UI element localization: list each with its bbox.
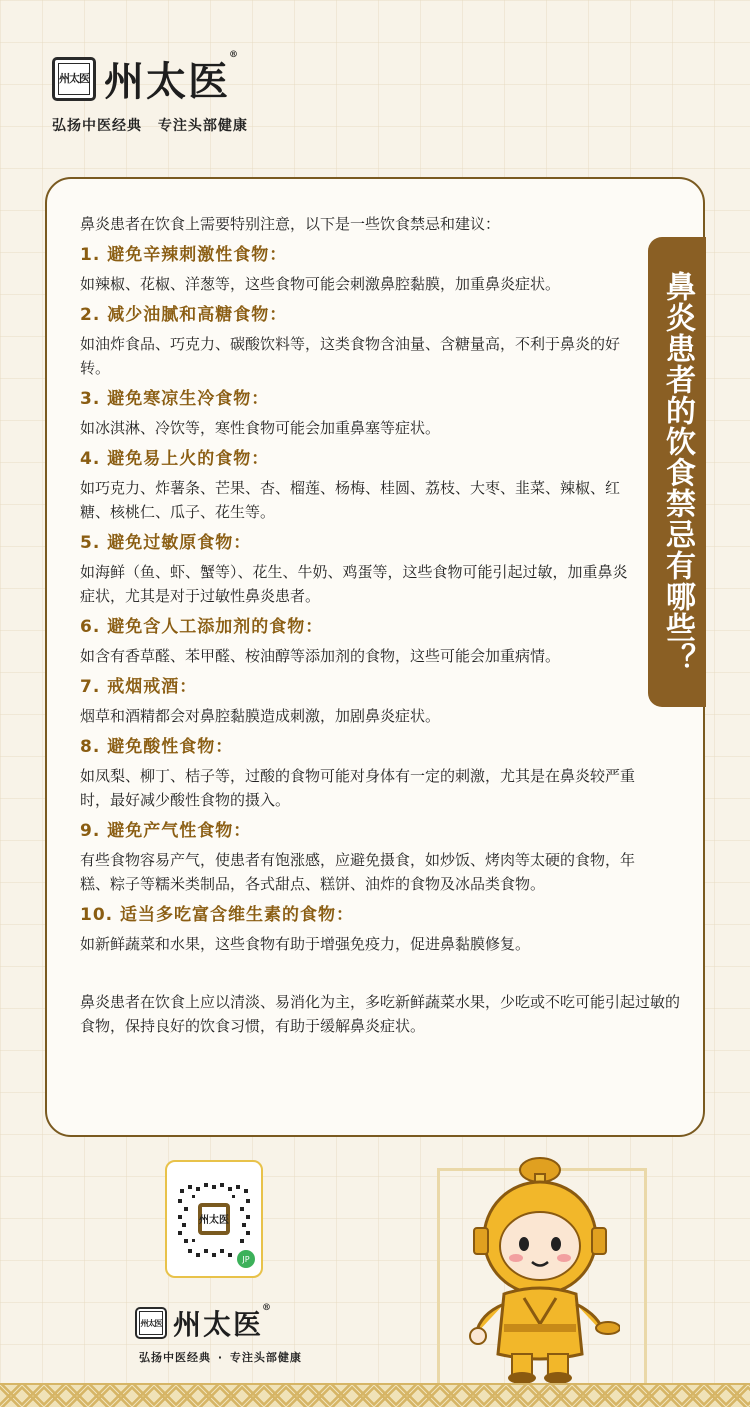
registered-mark: ® — [229, 50, 240, 60]
side-title-text: 鼻炎患者的饮食禁忌有哪些？ — [660, 270, 695, 674]
section-body: 有些食物容易产气，使患者有饱涨感，应避免摄食，如炒饭、烤肉等太硬的食物，年糕、粽子等糯米类制品，各式甜点、糕饼、油炸的食物及冰品类食物。 — [80, 851, 636, 893]
section-title: 2. 减少油腻和高糖食物： — [80, 305, 288, 325]
mini-program-badge: JP — [237, 1250, 255, 1268]
footer-brand-name — [173, 1303, 274, 1343]
qr-center-seal: 州太医 — [199, 1215, 229, 1226]
section-body: 如油炸食品、巧克力、碳酸饮料等，这类食物含油量、含糖量高，不利于鼻炎的好转。 — [80, 335, 621, 377]
side-title-tab — [648, 237, 706, 707]
footer-seal-text: 州太医 — [139, 1311, 163, 1335]
section-body: 如巧克力、炸薯条、芒果、杏、榴莲、杨梅、桂圆、荔枝、大枣、韭菜、辣椒、红糖、核桃仁、瓜子、花生等。 — [80, 479, 621, 521]
section-body: 如凤梨、柳丁、桔子等，过酸的食物可能对身体有一定的刺激，尤其是在鼻炎较严重时，最好减少酸性食物的摄入。 — [80, 767, 636, 809]
brand-name — [104, 50, 240, 107]
footer-registered-mark: ® — [262, 1303, 274, 1313]
logo-row — [52, 50, 312, 107]
section-title: 8. 避免酸性食物： — [80, 737, 234, 757]
qr-code-icon — [174, 1179, 254, 1259]
section-title: 3. 避免寒凉生冷食物： — [80, 389, 270, 409]
section-title: 5. 避免过敏原食物： — [80, 533, 252, 553]
footer-slogan: 弘扬中医经典 · 专注头部健康 — [139, 1351, 302, 1364]
section-title: 9. 避免产气性食物： — [80, 821, 252, 841]
decorative-footer-band — [0, 1383, 750, 1407]
footer-logo — [135, 1303, 335, 1365]
section-body: 如冰淇淋、冷饮等，寒性食物可能会加重鼻塞等症状。 — [80, 419, 441, 437]
section-body: 如辣椒、花椒、洋葱等，这些食物可能会刺激鼻腔黏膜，加重鼻炎症状。 — [80, 275, 561, 293]
section-body: 如新鲜蔬菜和水果，这些食物有助于增强免疫力，促进鼻黏膜修复。 — [80, 935, 531, 953]
section-title: 6. 避免含人工添加剂的食物： — [80, 617, 324, 637]
section-title: 1. 避免辛辣刺激性食物： — [80, 245, 288, 265]
footer-seal-icon — [135, 1307, 167, 1339]
intro-text: 鼻炎患者在饮食上需要特别注意，以下是一些饮食禁忌和建议： — [80, 215, 501, 233]
section-body: 如含有香草醛、苯甲醛、桉油醇等添加剂的食物，这些可能会加重病情。 — [80, 647, 561, 665]
brand-slogan: 弘扬中医经典 专注头部健康 — [52, 118, 248, 134]
seal-text: 州太医 — [58, 63, 90, 95]
brand-name-text: 州太医 — [104, 58, 230, 105]
footer-brand-text: 州太医 — [173, 1308, 264, 1341]
footer-logo-row — [135, 1303, 335, 1343]
section-title: 7. 戒烟戒酒： — [80, 677, 198, 697]
section-body: 如海鲜（鱼、虾、蟹等）、花生、牛奶、鸡蛋等，这些食物可能引起过敏，加重鼻炎症状，尤其是对于过敏性鼻炎患者。 — [80, 563, 628, 605]
conclusion-text: 鼻炎患者在饮食上应以清淡、易消化为主，多吃新鲜蔬菜水果，少吃或不吃可能引起过敏的食物，保持良好的饮食习惯，有助于缓解鼻炎症状。 — [80, 993, 681, 1035]
header-logo — [52, 50, 312, 135]
brand-seal-icon — [52, 57, 96, 101]
qr-code[interactable] — [165, 1160, 263, 1278]
section-body: 烟草和酒精都会对鼻腔黏膜造成刺激，加剧鼻炎症状。 — [80, 707, 441, 725]
mascot-illustration-icon — [460, 1148, 620, 1388]
section-title: 10. 适当多吃富含维生素的食物： — [80, 905, 355, 925]
section-title: 4. 避免易上火的食物： — [80, 449, 270, 469]
